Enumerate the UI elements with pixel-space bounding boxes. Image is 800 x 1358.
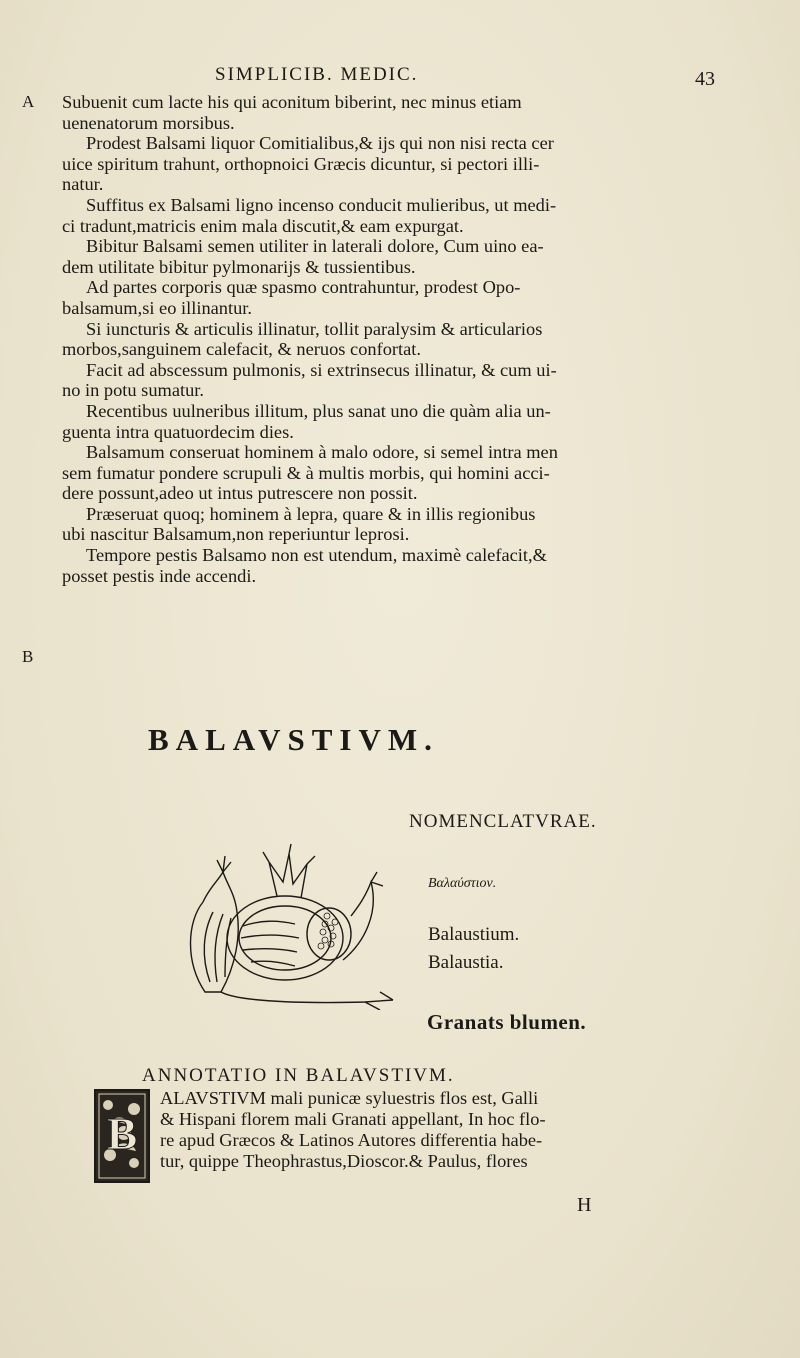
text-line: posset pestis inde accendi. [62,565,257,586]
running-title: SIMPLICIB. MEDIC. [215,64,419,85]
paragraph-continued [62,154,734,195]
paragraph-continued [62,339,734,360]
text-line: tur, quippe Theophrastus,Dioscor.& Paulus, flores [160,1151,528,1171]
text-line: balsamum,si eo illinantur. [62,297,253,318]
svg-text:B: B [106,1108,138,1159]
text-line: guenta intra quatuordecim dies. [62,421,294,442]
text-line: uice spiritum trahunt, orthopnoici Græcis dicuntur, si pectori illi- [62,153,540,174]
nomenclature-heading: NOMENCLATVRAE. [409,811,597,832]
paragraph [62,545,734,566]
paragraph [62,92,734,133]
paragraph [62,504,734,525]
text-line: uenenatorum morsibus. [62,112,235,133]
section-title: BALAVSTIVM. [148,722,439,757]
text-line: Bibitur Balsami semen utiliter in laterali dolore, Cum uino ea- [86,236,544,257]
paragraph [62,236,734,257]
main-text [62,92,734,586]
text-line: re apud Græcos & Latinos Autores differentia habe- [160,1130,543,1150]
paragraph-continued [62,463,734,504]
paragraph [62,277,734,298]
pomegranate-flower-woodcut-icon [165,842,405,1010]
text-line: morbos,sanguinem calefacit, & neruos confortat. [62,339,422,360]
text-line: ubi nascitur Balsamum,non reperiuntur leprosi. [62,524,410,545]
text-line: sem fumatur pondere scrupuli & à multis morbis, qui homini acci- [62,462,550,483]
annotation-text [160,1088,740,1172]
text-line: Præseruat quoq; hominem à lepra, quare & in illis regionibus [86,503,536,524]
paragraph [62,133,734,154]
latin-name: Balaustia. [428,952,504,973]
paragraph-continued [62,257,734,278]
text-line: dem utilitate bibitur pylmonarijs & tussientibus. [62,256,416,277]
annotation-heading: ANNOTATIO IN BALAVSTIVM. [142,1065,455,1086]
german-name: Granats blumen. [427,1010,587,1034]
text-line: Subuenit cum lacte his qui aconitum biberint, nec minus etiam [62,92,522,112]
decorated-initial-b-icon [94,1089,150,1183]
paragraph-continued [62,422,734,443]
text-line: dere possunt,adeo ut intus putrescere non possit. [62,483,418,504]
margin-mark-a: A [22,92,35,111]
page-number: 43 [695,68,715,90]
paragraph-continued [62,566,734,587]
text-line: Si iuncturis & articulis illinatur, tollit paralysim & articularios [86,318,543,339]
text-line: Prodest Balsami liquor Comitialibus,& ijs qui non nisi recta cer [86,133,554,154]
text-line: ALAVSTIVM mali punicæ syluestris flos est, Galli [160,1088,539,1108]
text-line: no in potu sumatur. [62,380,205,401]
text-line: natur. [62,174,104,195]
text-line: Recentibus uulneribus illitum, plus sanat uno die quàm alia un- [86,400,551,421]
text-line: Facit ad abscessum pulmonis, si extrinsecus illinatur, & cum ui- [86,359,557,380]
paragraph-continued [62,524,734,545]
signature-mark: H [577,1194,592,1216]
text-line: Ad partes corporis quæ spasmo contrahuntur, prodest Opo- [86,277,521,298]
paragraph-continued [62,298,734,319]
paragraph [62,195,734,216]
paragraph-continued [62,216,734,237]
greek-name: Βαλαύστιον. [428,876,497,891]
paragraph [62,319,734,340]
text-line: Suffitus ex Balsami ligno incenso conducit mulieribus, ut medi- [86,194,557,215]
text-line: ci tradunt,matricis enim mala discutit,& eam expurgat. [62,215,464,236]
paragraph-continued [62,380,734,401]
paragraph [62,360,734,381]
latin-name: Balaustium. [428,924,520,945]
text-line: Tempore pestis Balsamo non est utendum, maximè calefacit,& [86,545,547,566]
paragraph [62,401,734,422]
text-line: & Hispani florem mali Granati appellant, In hoc flo- [160,1109,546,1129]
paragraph [62,442,734,463]
margin-mark-b: B [22,647,34,666]
text-line: Balsamum conseruat hominem à malo odore, si semel intra men [86,442,558,463]
